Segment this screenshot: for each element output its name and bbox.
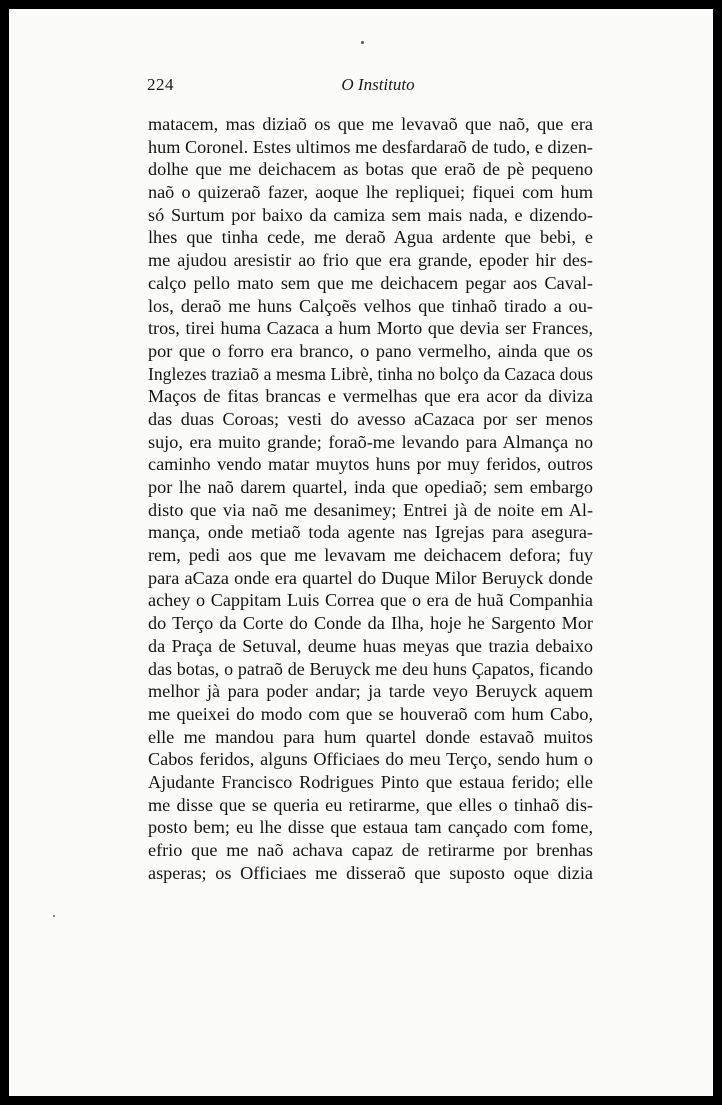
text-line: do Terço da Corte do Conde da Ilha, hoje he Sargento Mor — [148, 613, 593, 634]
text-line: tros, tirei huma Cazaca a hum Morto que devia ser Frances, — [148, 318, 593, 339]
text-line: lhes que tinha cede, me deraõ Agua ardente que bebi, e — [148, 227, 593, 248]
text-line: me ajudou aresistir ao frio que era grande, epoder hir des- — [148, 250, 593, 271]
text-line: mança, onde metiaõ toda agente nas Igrejas para asegura- — [148, 522, 593, 543]
text-line: posto bem; eu lhe disse que estaua tam cançado com fome, — [148, 817, 593, 838]
text-line: naõ o quizeraõ fazer, aoque lhe repliquei; fiquei com hum — [148, 182, 593, 203]
text-line: melhor jà para poder andar; ja tarde veyo Beruyck aquem — [148, 681, 593, 702]
text-line: rem, pedi aos que me levavam me deichacem defora; fuy — [148, 545, 593, 566]
text-line: disto que via naõ me desanimey; Entrei jà de noite em Al- — [148, 499, 593, 520]
text-line: Cabos feridos, alguns Officiaes do meu Terço, sendo hum o — [148, 749, 593, 770]
text-line: sujo, era muito grande; foraõ-me levando para Almança no — [148, 431, 593, 452]
text-line: das duas Coroas; vesti do avesso aCazaca por ser menos — [148, 408, 593, 429]
text-line: Inglezes traziaõ a mesma Librè, tinha no bolço da Cazaca dous — [148, 363, 593, 384]
text-line: só Surtum por baixo da camiza sem mais nada, e dizendo- — [148, 204, 593, 225]
text-line: hum Coronel. Estes ultimos me desfardaraõ de tudo, e dizen- — [148, 136, 593, 157]
text-line: calço pello mato sem que me deichacem pegar aos Caval- — [148, 272, 593, 293]
page-number: 224 — [147, 75, 174, 94]
text-line: asperas; os Officiaes me disseraõ que suposto oque dizia — [148, 862, 593, 883]
body-text — [148, 113, 593, 884]
text-line: caminho vendo matar muytos huns por muy feridos, outros — [148, 454, 593, 475]
text-line: los, deraõ me huns Calçoẽs velhos que tinhaõ tirado a ou- — [148, 295, 593, 316]
print-speck — [361, 41, 364, 44]
text-line: por que o forro era branco, o pano vermelho, ainda que os — [148, 340, 593, 361]
text-line: por lhe naõ darem quartel, inda que opediaõ; sem embargo — [148, 477, 593, 497]
text-line: das botas, o patraõ de Beruyck me deu huns Çapatos, ficando — [148, 658, 593, 679]
text-line: me disse que se queria eu retirarme, que elles o tinhaõ dis- — [148, 794, 593, 815]
text-line: Maços de fitas brancas e vermelhas que era acor da diviza — [148, 386, 593, 407]
text-line: achey o Cappitam Luis Correa que o era de huã Companhia — [148, 590, 593, 611]
text-line: Ajudante Francisco Rodrigues Pinto que estaua ferido; elle — [148, 771, 593, 792]
page-header — [147, 75, 589, 99]
print-speck — [53, 915, 55, 917]
text-line: matacem, mas diziaõ os que me levavaõ que naõ, que era — [148, 114, 593, 134]
text-line: da Praça de Setuval, deume huas meyas que trazia debaixo — [148, 635, 593, 656]
text-line: efrio que me naõ achava capaz de retirarme por brenhas — [148, 840, 593, 860]
text-line: elle me mandou para hum quartel donde estavaõ muitos — [148, 726, 593, 747]
text-line: me queixei do modo com que se houveraõ com hum Cabo, — [148, 703, 593, 724]
book-page — [9, 9, 713, 1096]
text-line: dolhe que me deichacem as botas que eraõ de pè pequeno — [148, 159, 593, 180]
text-line: para aCaza onde era quartel do Duque Milor Beruyck donde — [148, 567, 593, 588]
running-title: O Instituto — [341, 75, 415, 94]
